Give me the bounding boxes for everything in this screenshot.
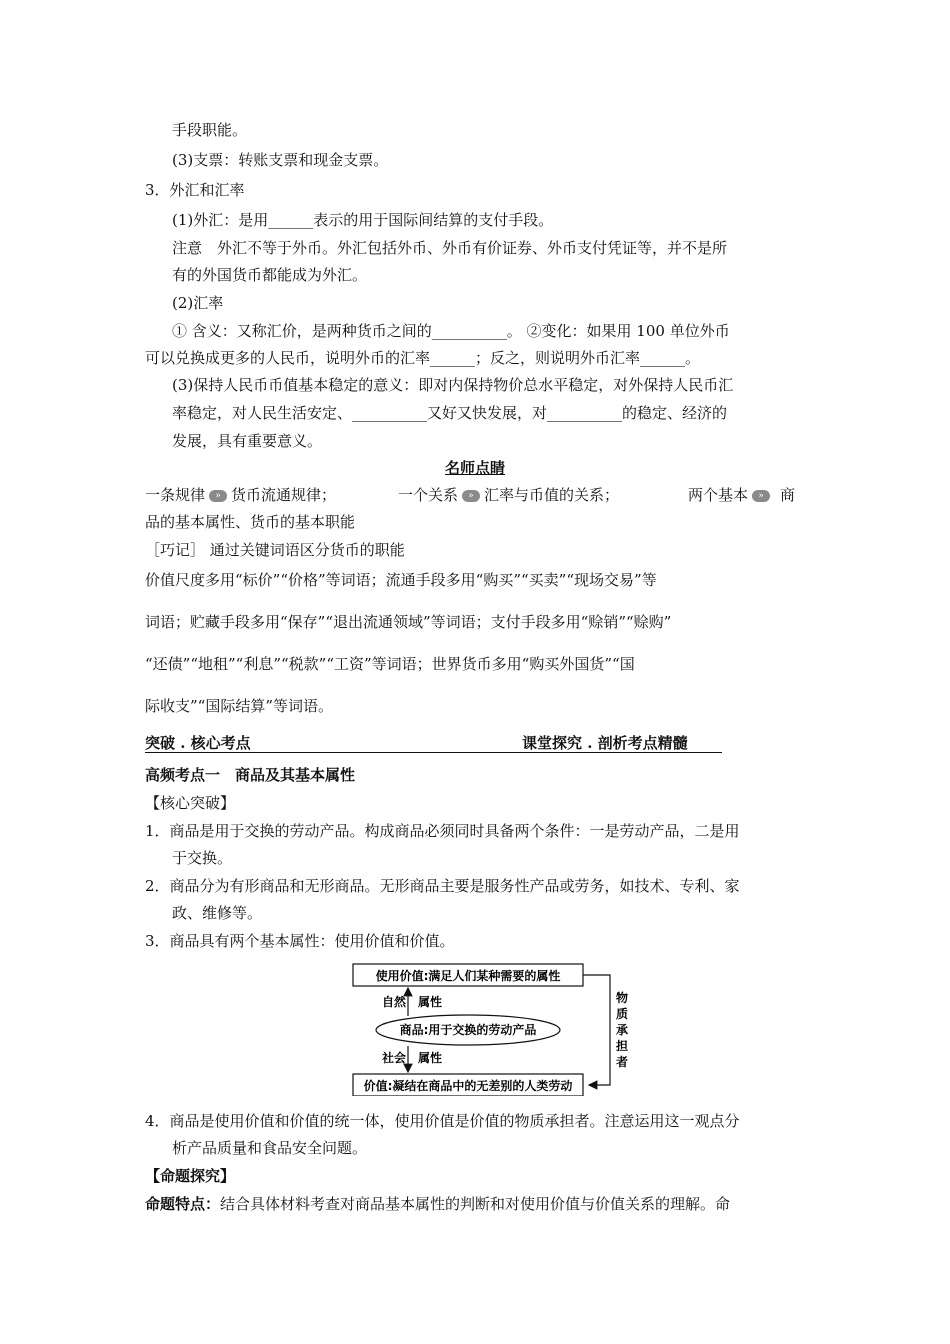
natural-label-2: 属性 (418, 995, 443, 1009)
keypoint-label: 一个关系 (398, 486, 459, 504)
commodity-attribute-diagram (348, 958, 638, 1096)
text-line: (1)外汇：是用______表示的用于国际间结算的支付手段。 (172, 211, 554, 229)
social-label-1: 社会 (382, 1051, 407, 1065)
text-line: 价值尺度多用“标价”“价格”等词语；流通手段多用“购买”“买卖”“现场交易”等 (145, 571, 657, 589)
commodity-label: 商品:用于交换的劳动产品 (399, 1023, 537, 1037)
text-line: 可以兑换成更多的人民币，说明外币的汇率______；反之，则说明外币汇率______。 (145, 349, 701, 367)
keypoint-label: 两个基本 (688, 486, 749, 504)
keypoint-rule (145, 485, 336, 505)
list-item: 4．商品是使用价值和价值的统一体，使用价值是价值的物质承担者。注意运用这一观点分 (145, 1112, 740, 1130)
list-item: 2．商品分为有形商品和无形商品。无形商品主要是服务性产品或劳务，如技术、专利、家 (145, 877, 740, 895)
text-line: 品的基本属性、货币的基本职能 (145, 513, 356, 531)
text-line: 注意 外汇不等于外币。外汇包括外币、外币有价证券、外币支付凭证等，并不是所 (172, 239, 728, 257)
section-title: 高频考点一 商品及其基本属性 (145, 766, 356, 784)
social-label-2: 属性 (418, 1051, 443, 1065)
keypoint-text: 汇率与币值的关系； (484, 486, 620, 504)
double-chevron-icon: » (209, 490, 227, 502)
keypoint-relation (398, 485, 619, 505)
qiaoji-line: ［巧记］ 通过关键词语区分货币的职能 (145, 541, 405, 559)
carrier-char: 质 (615, 1007, 629, 1021)
double-chevron-icon: » (462, 490, 480, 502)
natural-label-1: 自然 (382, 995, 407, 1009)
feature-line (145, 1194, 730, 1214)
text-line: 发展，具有重要意义。 (172, 432, 323, 450)
carrier-char: 物 (615, 991, 629, 1005)
list-item-cont: 析产品质量和食品安全问题。 (172, 1139, 368, 1157)
list-item-cont: 政、维修等。 (172, 904, 263, 922)
carrier-char: 者 (615, 1055, 629, 1069)
section-banner-right: 课堂探究 . 剖析考点精髓 (522, 734, 688, 752)
text-line: 率稳定，对人民生活安定、__________又好又快发展，对__________的稳定、经济的 (172, 404, 728, 422)
keypoint-text: 商 (780, 486, 796, 504)
list-item-cont: 于交换。 (172, 849, 233, 867)
text-line: 手段职能。 (172, 121, 248, 139)
subsection-label: 【命题探究】 (145, 1167, 236, 1185)
text-line: (2)汇率 (172, 294, 224, 312)
carrier-connector (583, 975, 610, 1085)
feature-label: 命题特点： (145, 1195, 221, 1213)
section-banner-rule (145, 752, 722, 753)
keypoint-basics (688, 485, 795, 505)
keypoint-label: 一条规律 (145, 486, 206, 504)
subsection-label: 【核心突破】 (145, 794, 236, 812)
feature-text: 结合具体材料考查对商品基本属性的判断和对使用价值与价值关系的理解。命 (220, 1195, 731, 1213)
text-line: “还债”“地租”“利息”“税款”“工资”等词语；世界货币多用“购买外国货”“国 (145, 655, 635, 673)
text-line: 有的外国货币都能成为外汇。 (172, 266, 368, 284)
text-line: 3．外汇和汇率 (145, 181, 245, 199)
list-item: 1．商品是用于交换的劳动产品。构成商品必须同时具备两个条件：一是劳动产品，二是用 (145, 822, 740, 840)
use-value-label: 使用价值:满足人们某种需要的属性 (375, 969, 561, 983)
mingshi-heading: 名师点睛 (444, 459, 505, 477)
double-chevron-icon: » (752, 490, 770, 502)
value-label: 价值:凝结在商品中的无差别的人类劳动 (363, 1079, 573, 1093)
list-item: 3．商品具有两个基本属性：使用价值和价值。 (145, 932, 455, 950)
text-line: ① 含义：又称汇价，是两种货币之间的__________。 ②变化：如果用 100 单位外币 (172, 322, 730, 340)
carrier-char: 担 (615, 1039, 629, 1053)
section-banner-left: 突破 . 核心考点 (145, 734, 251, 752)
text-line: (3)保持人民币币值基本稳定的意义：即对内保持物价总水平稳定，对外保持人民币汇 (172, 376, 734, 394)
keypoint-text: 货币流通规律； (231, 486, 337, 504)
carrier-char: 承 (615, 1023, 629, 1037)
text-line: 词语；贮藏手段多用“保存”“退出流通领域”等词语；支付手段多用“赊销”“赊购” (145, 613, 672, 631)
text-line: 际收支”“国际结算”等词语。 (145, 697, 334, 715)
text-line: (3)支票：转账支票和现金支票。 (172, 151, 389, 169)
